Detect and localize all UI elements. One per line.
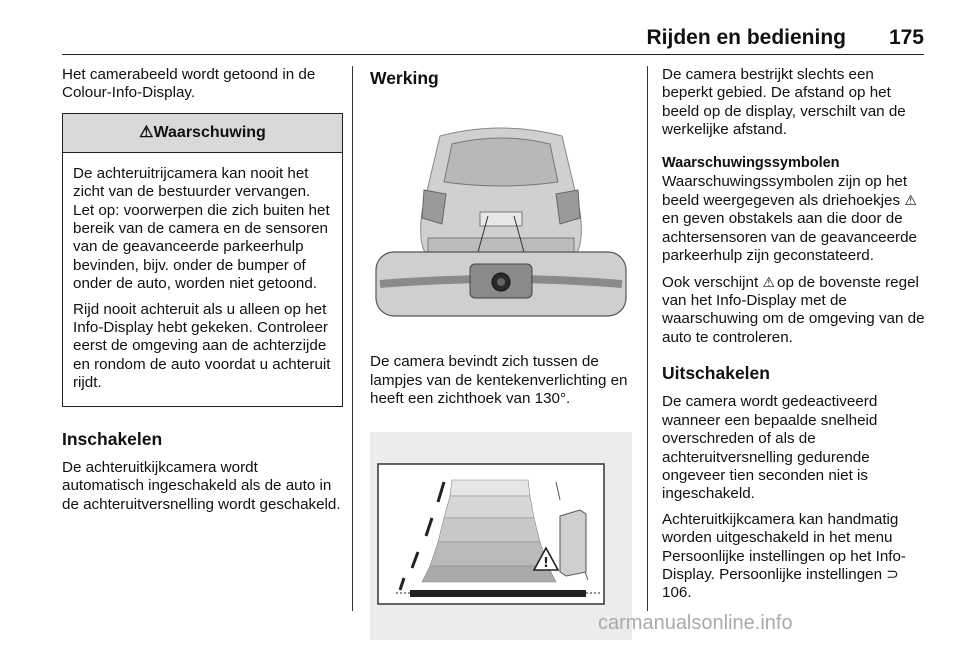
page-header bbox=[62, 24, 924, 55]
body-text: De camera bevindt zich tussen de lampjes van de kentekenverlichting en heeft een zichthoek van 130°. bbox=[370, 353, 628, 408]
warning-icon: ⚠ bbox=[139, 123, 154, 141]
column-2 bbox=[370, 66, 634, 645]
camera-display-illustration bbox=[370, 432, 632, 640]
warning-box bbox=[62, 113, 343, 407]
heading-werking: Werking bbox=[370, 68, 439, 88]
column-divider bbox=[647, 66, 648, 611]
body-text: De camera bestrijkt slechts een beperkt gebied. De afstand op het beeld op de display, verschilt van de werkelijke afstand. bbox=[662, 66, 906, 139]
intro-text: Het camerabeeld wordt getoond in de Colour-Info-Display. bbox=[62, 66, 316, 102]
body-text: Waarschuwingssymbolen zijn op het beeld weergegeven als driehoekjes ⚠en geven obstakels aan die door de achtersensoren van de geavanceerde parkeerhulp zijn geconstateerd. bbox=[662, 172, 917, 265]
warning-text: De achteruitrijcamera kan nooit het zicht van de bestuurder vervangen. Let op: voorwerpen die zich buiten het bereik van de camera en de sensoren van de geavanceerde parkeerhulp bevinden, bijv. onder de bumper of onder de auto, worden niet getoond. bbox=[73, 164, 330, 293]
heading-inschakelen: Inschakelen bbox=[62, 428, 163, 449]
heading-waarschuwingssymbolen: Waarschuwingssymbolen bbox=[662, 154, 840, 171]
body-text: De achteruitkijkcamera wordt automatisch ingeschakeld als de auto in de achteruitversnelling wordt geschakeld. bbox=[62, 458, 341, 513]
section-title: Rijden en bediening bbox=[646, 26, 846, 49]
page-reference-icon[interactable]: ⊃ bbox=[886, 565, 900, 583]
heading-uitschakelen: Uitschakelen bbox=[662, 363, 770, 384]
body-text: De camera wordt gedeactiveerd wanneer een bepaalde snelheid overschreden of als de achteruitversnelling gedurende ongeveer tien seconden niet is ingeschakeld. bbox=[662, 393, 878, 503]
body-text: Achteruitkijkcamera kan handmatig worden uitgeschakeld in het menu Persoonlijke instellingen op het Info-Display. Persoonlijke instellingen ⊃ 106. bbox=[662, 510, 906, 602]
warning-triangle-icon: ⚠ bbox=[762, 273, 776, 290]
warning-title: Waarschuwing bbox=[153, 123, 266, 141]
watermark: carmanualsonline.info bbox=[598, 612, 793, 634]
warning-triangle-icon: ⚠ bbox=[904, 192, 917, 209]
body-text: Ook verschijnt ⚠ op de bovenste regel van het Info-Display met de waarschuwing om de omgeving van de auto te controleren. bbox=[662, 273, 925, 346]
warning-header bbox=[63, 114, 342, 153]
column-1 bbox=[62, 66, 343, 521]
svg-text:!: ! bbox=[543, 555, 549, 571]
car-rear-camera-illustration bbox=[370, 112, 632, 332]
column-divider bbox=[352, 66, 353, 611]
warning-text: Rijd nooit achteruit als u alleen op het Info-Display hebt gekeken. Controleer eerst de omgeving aan de achterzijde en rondom de auto voordat u achteruit rijdt. bbox=[73, 300, 331, 392]
column-3 bbox=[662, 66, 926, 610]
page-number: 175 bbox=[888, 26, 924, 49]
